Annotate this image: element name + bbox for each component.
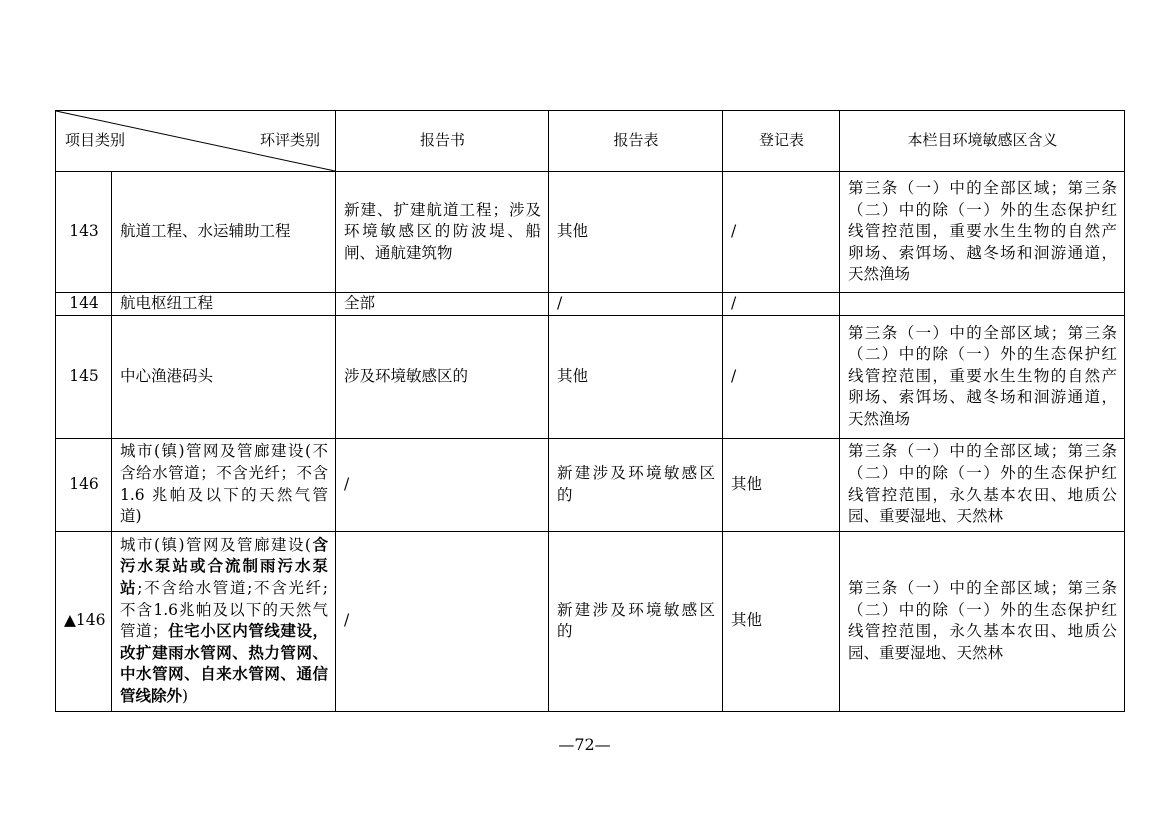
header-eia-category: 环评类别	[259, 131, 320, 150]
item-number-cell: ▲146	[56, 531, 112, 711]
text-line: 1.6 兆帕及以下的天然气管	[120, 485, 328, 504]
text-line	[120, 556, 328, 578]
text-line: 新建、扩建航道工程；涉及	[344, 200, 541, 219]
text-line: 卵场、索饵场、越冬场和洄游通道，	[848, 243, 1117, 262]
table-row	[56, 172, 1125, 293]
header-sensitive-area-meaning: 本栏目环境敏感区含义	[840, 111, 1125, 172]
text-line	[120, 621, 328, 643]
item-number-cell: 145	[56, 315, 112, 438]
report-book-cell: 全部	[336, 293, 549, 316]
report-book-cell	[336, 172, 549, 293]
text-segment: 不含1.6兆帕及以下的天然气	[120, 600, 328, 619]
project-category-cell	[112, 438, 336, 531]
report-form-cell	[549, 531, 723, 711]
item-number-cell: 143	[56, 172, 112, 293]
table-row	[56, 438, 1125, 531]
text-line: 天然渔场	[848, 265, 911, 284]
sensitive-area-cell	[840, 172, 1125, 293]
registration-form-cell: /	[723, 172, 840, 293]
header-registration-form: 登记表	[723, 111, 840, 172]
report-form-cell: 其他	[549, 172, 723, 293]
report-form-cell	[549, 438, 723, 531]
text-line: 线管控范围，重要水生生物的自然产	[848, 366, 1117, 385]
project-category-cell: 航电枢纽工程	[112, 293, 336, 316]
bold-text: 站	[120, 578, 138, 597]
text-line: 新建涉及环境敏感区	[557, 464, 715, 482]
text-line: 线管控范围，永久基本农田、地质公	[848, 485, 1117, 504]
text-line: 的	[557, 622, 573, 641]
table-row	[56, 531, 1125, 711]
bold-text: 含	[310, 535, 328, 554]
project-category-cell	[112, 531, 336, 711]
project-category-cell: 中心渔港码头	[112, 315, 336, 438]
text-line: （二）中的除（一）外的生态保护红	[848, 200, 1117, 219]
item-number-cell: 144	[56, 293, 112, 316]
text-segment: )	[182, 686, 189, 705]
table-body	[56, 172, 1125, 712]
registration-form-cell: 其他	[723, 531, 840, 711]
text-line	[120, 664, 328, 686]
text-line: 卵场、索饵场、越冬场和洄游通道，	[848, 388, 1117, 407]
text-line: 线管控范围，重要水生生物的自然产	[848, 222, 1117, 241]
header-report-form: 报告表	[549, 111, 723, 172]
text-line: 园、重要湿地、天然林	[848, 643, 1004, 662]
text-line: 线管控范围，永久基本农田、地质公	[848, 622, 1117, 641]
eia-category-table	[55, 110, 1125, 712]
table-header-row	[56, 111, 1125, 172]
text-line: （二）中的除（一）外的生态保护红	[848, 464, 1117, 482]
text-line: 第三条（一）中的全部区域；第三条	[848, 578, 1117, 597]
text-line	[120, 686, 328, 708]
text-segment: 管道；	[120, 622, 168, 641]
bold-text: 中水管网、自来水管网、通信	[120, 665, 328, 684]
registration-form-cell: /	[723, 293, 840, 316]
project-category-cell: 航道工程、水运辅助工程	[112, 172, 336, 293]
bold-text: 污水泵站或合流制雨污水泵	[120, 557, 328, 576]
header-corner-cell	[56, 111, 336, 172]
text-segment: ;不含给水管道;不含光纤;	[137, 578, 328, 597]
report-book-cell: /	[336, 531, 549, 711]
registration-form-cell: 其他	[723, 438, 840, 531]
text-line	[120, 600, 328, 622]
text-line: 道)	[120, 507, 142, 526]
bold-text: 住宅小区内管线建设，	[167, 622, 328, 641]
report-form-cell: 其他	[549, 315, 723, 438]
text-line: 第三条（一）中的全部区域；第三条	[848, 323, 1117, 342]
sensitive-area-cell	[840, 531, 1125, 711]
text-line: 闸、通航建筑物	[344, 243, 453, 262]
header-report-book: 报告书	[336, 111, 549, 172]
page-number: —72—	[558, 735, 611, 754]
table-row	[56, 315, 1125, 438]
report-book-cell: 涉及环境敏感区的	[336, 315, 549, 438]
bold-text: 改扩建雨水管网、热力管网、	[120, 643, 328, 662]
header-project-category: 项目类别	[65, 131, 126, 150]
text-line: （二）中的除（一）外的生态保护红	[848, 345, 1117, 364]
text-line	[120, 643, 328, 665]
table-row	[56, 293, 1125, 316]
report-form-cell: /	[549, 293, 723, 316]
bold-text: 管线除外	[120, 686, 183, 705]
sensitive-area-cell	[840, 438, 1125, 531]
text-line	[120, 535, 328, 557]
text-line: 的	[557, 485, 573, 504]
text-line: （二）中的除（一）外的生态保护红	[848, 600, 1117, 619]
text-line: 环境敏感区的防波堤、船	[344, 222, 541, 241]
registration-form-cell: /	[723, 315, 840, 438]
text-segment: 城市(镇)管网及管廊建设(	[120, 535, 311, 554]
item-number-cell: 146	[56, 438, 112, 531]
text-line	[120, 578, 328, 600]
sensitive-area-cell	[840, 315, 1125, 438]
sensitive-area-cell	[840, 293, 1125, 316]
text-line: 第三条（一）中的全部区域；第三条	[848, 442, 1117, 461]
text-line: 含给水管道；不含光纤；不含	[120, 464, 328, 482]
text-line: 城市(镇)管网及管廊建设(不	[120, 442, 328, 461]
text-line: 新建涉及环境敏感区	[557, 600, 715, 619]
text-line: 天然渔场	[848, 409, 911, 428]
text-line: 第三条（一）中的全部区域；第三条	[848, 179, 1117, 198]
text-line: 园、重要湿地、天然林	[848, 507, 1004, 526]
report-book-cell: /	[336, 438, 549, 531]
